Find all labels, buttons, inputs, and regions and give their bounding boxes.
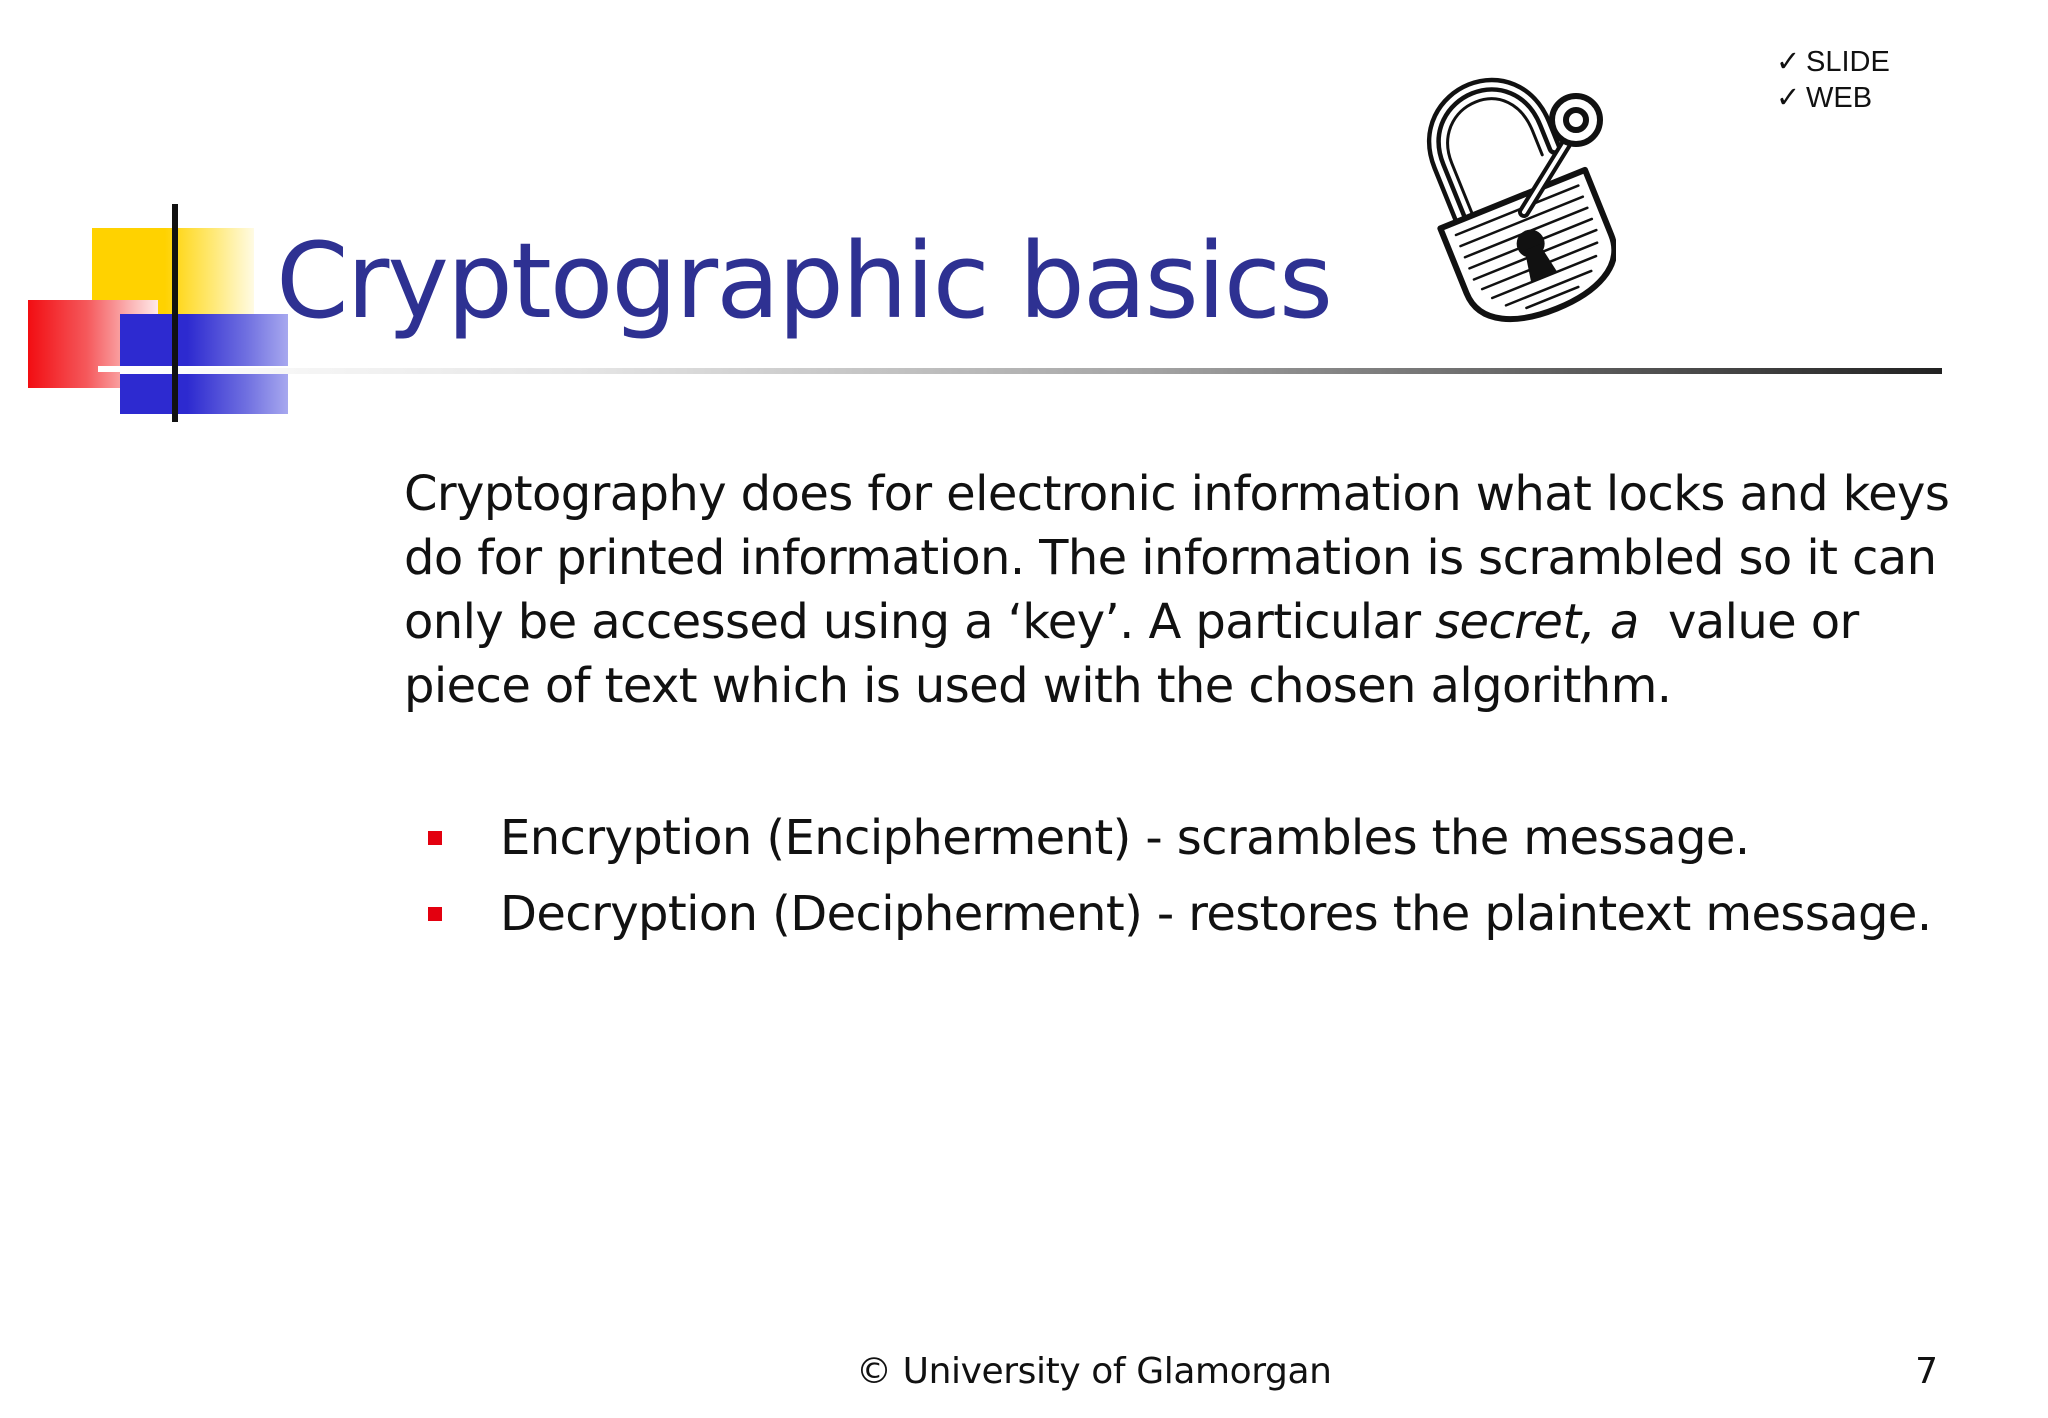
footer-copyright: © University of Glamorgan (856, 1351, 1332, 1392)
slide-title: Cryptographic basics (276, 220, 1332, 342)
checklist-item (1776, 80, 1890, 116)
checkmark-icon: ✓ (1776, 46, 1801, 78)
list-item (428, 882, 1988, 946)
checklist-label: WEB (1806, 82, 1873, 114)
checkmark-icon: ✓ (1776, 82, 1801, 114)
square-bullet-icon (428, 907, 442, 921)
padlock-with-key-icon (1396, 74, 1616, 324)
bullet-text: Encryption (Encipherment) - scrambles the message. (500, 810, 1750, 866)
paragraph-italic-text: secret, a (1435, 594, 1639, 650)
square-bullet-icon (428, 831, 442, 845)
body-paragraph (404, 462, 1964, 718)
decor-blue-square (120, 314, 288, 414)
checklist-item (1776, 44, 1890, 80)
bullet-text: Decryption (Decipherment) - restores the plaintext message. (500, 886, 1932, 942)
checklist (1776, 44, 1890, 116)
page-number: 7 (1915, 1351, 1938, 1392)
title-underline (120, 368, 1942, 374)
checklist-label: SLIDE (1806, 46, 1890, 78)
paragraph-text: Cryptography does for electronic information what locks and keys do for printed information. The information is scrambled so it can only be accessed using a ‘key’. A particular (404, 466, 1950, 650)
decor-vertical-line (172, 204, 178, 422)
paragraph-text-end: value or piece of text which is used with the chosen algorithm. (404, 594, 1874, 714)
bullet-list (428, 806, 1988, 958)
list-item (428, 806, 1988, 870)
